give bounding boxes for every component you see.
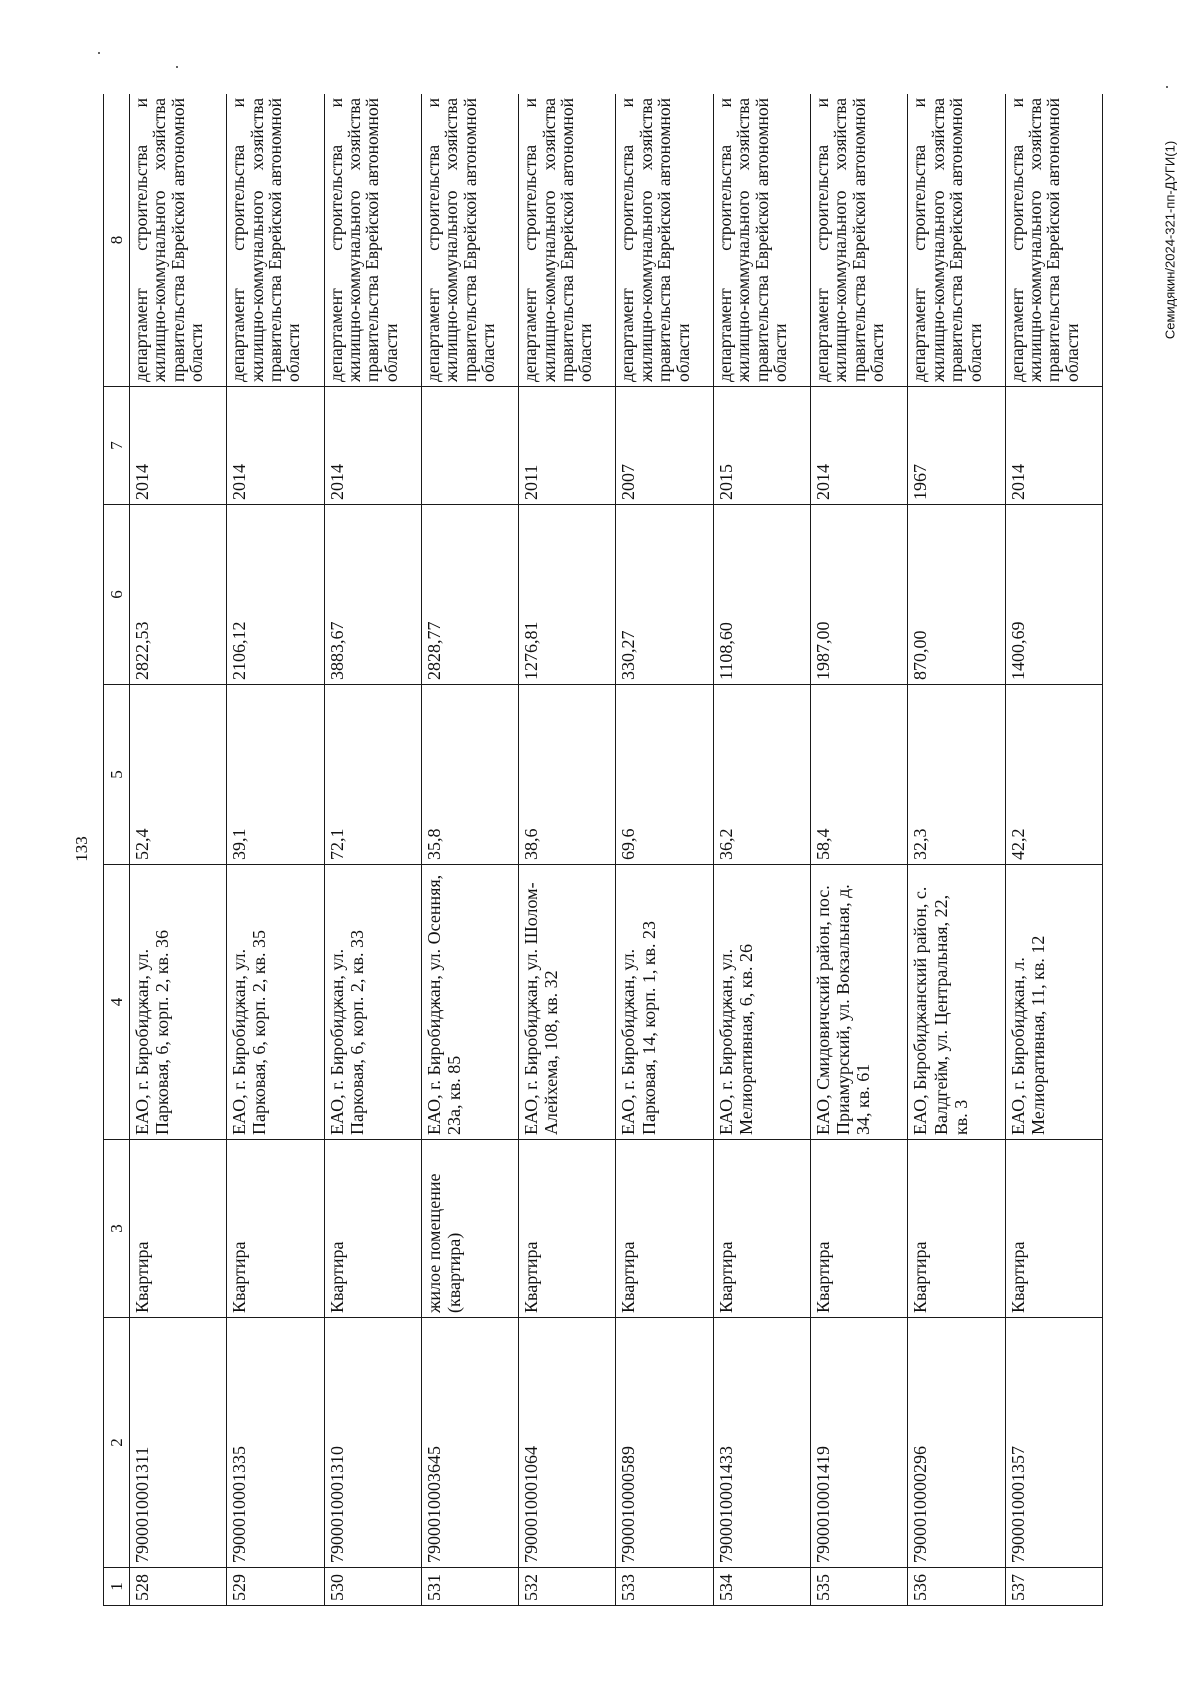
row-number-cell: 532 xyxy=(519,1568,616,1606)
address-cell: ЕАО, г. Биробиджан, л. Мелиоративная, 11, кв. 12 xyxy=(1005,865,1102,1140)
year-cell: 1967 xyxy=(908,387,1005,505)
table-row xyxy=(616,94,713,1606)
column-header: 2 xyxy=(104,1318,130,1568)
row-number-cell: 531 xyxy=(421,1568,518,1606)
year-cell: 2014 xyxy=(130,387,227,505)
header-row xyxy=(104,94,130,1606)
table-body xyxy=(130,94,1103,1606)
object-type-cell: Квартира xyxy=(1005,1140,1102,1318)
value-cell: 2106,12 xyxy=(227,505,324,685)
owner-cell: департамент строительства и жилищно-коммунального хозяйства правительства Еврейской автономной области xyxy=(421,94,518,387)
year-cell: 2011 xyxy=(519,387,616,505)
year-cell: 2014 xyxy=(811,387,908,505)
table-row xyxy=(908,94,1005,1606)
owner-cell: департамент строительства и жилищно-коммунального хозяйства правительства Еврейской автономной области xyxy=(130,94,227,387)
year-cell xyxy=(421,387,518,505)
table-row xyxy=(1005,94,1102,1606)
cadastral-number-cell: 7900010001335 xyxy=(227,1318,324,1568)
value-cell: 1400,69 xyxy=(1005,505,1102,685)
year-cell: 2015 xyxy=(713,387,810,505)
object-type-cell: Квартира xyxy=(130,1140,227,1318)
area-cell: 38,6 xyxy=(519,685,616,865)
value-cell: 2828,77 xyxy=(421,505,518,685)
table-row xyxy=(811,94,908,1606)
owner-cell: департамент строительства и жилищно-коммунального хозяйства правительства Еврейской автономной области xyxy=(616,94,713,387)
table-row xyxy=(227,94,324,1606)
cadastral-number-cell: 7900010003645 xyxy=(421,1318,518,1568)
object-type-cell: Квартира xyxy=(908,1140,1005,1318)
cadastral-number-cell: 7900010001433 xyxy=(713,1318,810,1568)
column-header: 5 xyxy=(104,685,130,865)
owner-cell: департамент строительства и жилищно-коммунального хозяйства правительства Еврейской автономной области xyxy=(324,94,421,387)
cadastral-number-cell: 7900010001311 xyxy=(130,1318,227,1568)
cadastral-number-cell: 7900010001310 xyxy=(324,1318,421,1568)
column-header: 7 xyxy=(104,387,130,505)
document-code: Семидякин/2024-321-пп-ДУГИ(1) xyxy=(1162,140,1178,340)
object-type-cell: Квартира xyxy=(519,1140,616,1318)
area-cell: 36,2 xyxy=(713,685,810,865)
owner-cell: департамент строительства и жилищно-коммунального хозяйства правительства Еврейской автономной области xyxy=(908,94,1005,387)
row-number-cell: 528 xyxy=(130,1568,227,1606)
year-cell: 2014 xyxy=(324,387,421,505)
cadastral-number-cell: 7900010001357 xyxy=(1005,1318,1102,1568)
value-cell: 1987,00 xyxy=(811,505,908,685)
registry-table-frame xyxy=(103,94,1103,1606)
table-row xyxy=(130,94,227,1606)
year-cell: 2014 xyxy=(1005,387,1102,505)
address-cell: ЕАО, г. Биробиджан, ул. Шолом-Алейхема, 108, кв. 32 xyxy=(519,865,616,1140)
area-cell: 52,4 xyxy=(130,685,227,865)
column-header: 3 xyxy=(104,1140,130,1318)
area-cell: 72,1 xyxy=(324,685,421,865)
cadastral-number-cell: 7900010001419 xyxy=(811,1318,908,1568)
address-cell: ЕАО, г. Биробиджан, ул. Парковая, 6, корп. 2, кв. 36 xyxy=(130,865,227,1140)
table-row xyxy=(519,94,616,1606)
address-cell: ЕАО, г. Биробиджан, ул. Парковая, 6, корп. 2, кв. 33 xyxy=(324,865,421,1140)
table-row xyxy=(324,94,421,1606)
address-cell: ЕАО, г. Биробиджан, ул. Мелиоративная, 6, кв. 26 xyxy=(713,865,810,1140)
address-cell: ЕАО, г. Биробиджан, ул. Парковая, 14, корп. 1, кв. 23 xyxy=(616,865,713,1140)
year-cell: 2007 xyxy=(616,387,713,505)
row-number-cell: 535 xyxy=(811,1568,908,1606)
cadastral-number-cell: 7900010001064 xyxy=(519,1318,616,1568)
object-type-cell: Квартира xyxy=(811,1140,908,1318)
owner-cell: департамент строительства и жилищно-коммунального хозяйства правительства Еврейской автономной области xyxy=(713,94,810,387)
value-cell: 3883,67 xyxy=(324,505,421,685)
address-cell: ЕАО, г. Биробиджан, ул. Парковая, 6, корп. 2, кв. 35 xyxy=(227,865,324,1140)
column-header: 4 xyxy=(104,865,130,1140)
registry-table xyxy=(103,94,1103,1606)
cadastral-number-cell: 7900010000589 xyxy=(616,1318,713,1568)
row-number-cell: 534 xyxy=(713,1568,810,1606)
row-number-cell: 530 xyxy=(324,1568,421,1606)
value-cell: 2822,53 xyxy=(130,505,227,685)
scan-speck xyxy=(1166,86,1168,88)
row-number-cell: 533 xyxy=(616,1568,713,1606)
area-cell: 32,3 xyxy=(908,685,1005,865)
object-type-cell: Квартира xyxy=(227,1140,324,1318)
object-type-cell: Квартира xyxy=(616,1140,713,1318)
column-header: 6 xyxy=(104,505,130,685)
row-number-cell: 536 xyxy=(908,1568,1005,1606)
object-type-cell: Квартира xyxy=(324,1140,421,1318)
year-cell: 2014 xyxy=(227,387,324,505)
owner-cell: департамент строительства и жилищно-коммунального хозяйства правительства Еврейской автономной области xyxy=(811,94,908,387)
area-cell: 69,6 xyxy=(616,685,713,865)
object-type-cell: Квартира xyxy=(713,1140,810,1318)
column-header: 8 xyxy=(104,94,130,387)
table-row xyxy=(713,94,810,1606)
scan-speck xyxy=(176,66,178,68)
area-cell: 42,2 xyxy=(1005,685,1102,865)
row-number-cell: 537 xyxy=(1005,1568,1102,1606)
object-type-cell: жилое помещение (квартира) xyxy=(421,1140,518,1318)
address-cell: ЕАО, Биробиджанский район, с. Валдгейм, ул. Центральная, 22, кв. 3 xyxy=(908,865,1005,1140)
address-cell: ЕАО, Смидовичский район, пос. Приамурский, ул. Вокзальная, д. 34, кв. 61 xyxy=(811,865,908,1140)
value-cell: 1276,81 xyxy=(519,505,616,685)
area-cell: 58,4 xyxy=(811,685,908,865)
area-cell: 39,1 xyxy=(227,685,324,865)
column-header: 1 xyxy=(104,1568,130,1606)
registry-table-rotated xyxy=(103,94,1103,1606)
scan-speck xyxy=(98,52,100,54)
address-cell: ЕАО, г. Биробиджан, ул. Осенняя, 23а, кв. 85 xyxy=(421,865,518,1140)
owner-cell: департамент строительства и жилищно-коммунального хозяйства правительства Еврейской автономной области xyxy=(1005,94,1102,387)
value-cell: 870,00 xyxy=(908,505,1005,685)
value-cell: 1108,60 xyxy=(713,505,810,685)
page-number: 133 xyxy=(72,836,91,862)
table-row xyxy=(421,94,518,1606)
owner-cell: департамент строительства и жилищно-коммунального хозяйства правительства Еврейской автономной области xyxy=(227,94,324,387)
cadastral-number-cell: 7900010000296 xyxy=(908,1318,1005,1568)
value-cell: 330,27 xyxy=(616,505,713,685)
row-number-cell: 529 xyxy=(227,1568,324,1606)
owner-cell: департамент строительства и жилищно-коммунального хозяйства правительства Еврейской автономной области xyxy=(519,94,616,387)
area-cell: 35,8 xyxy=(421,685,518,865)
